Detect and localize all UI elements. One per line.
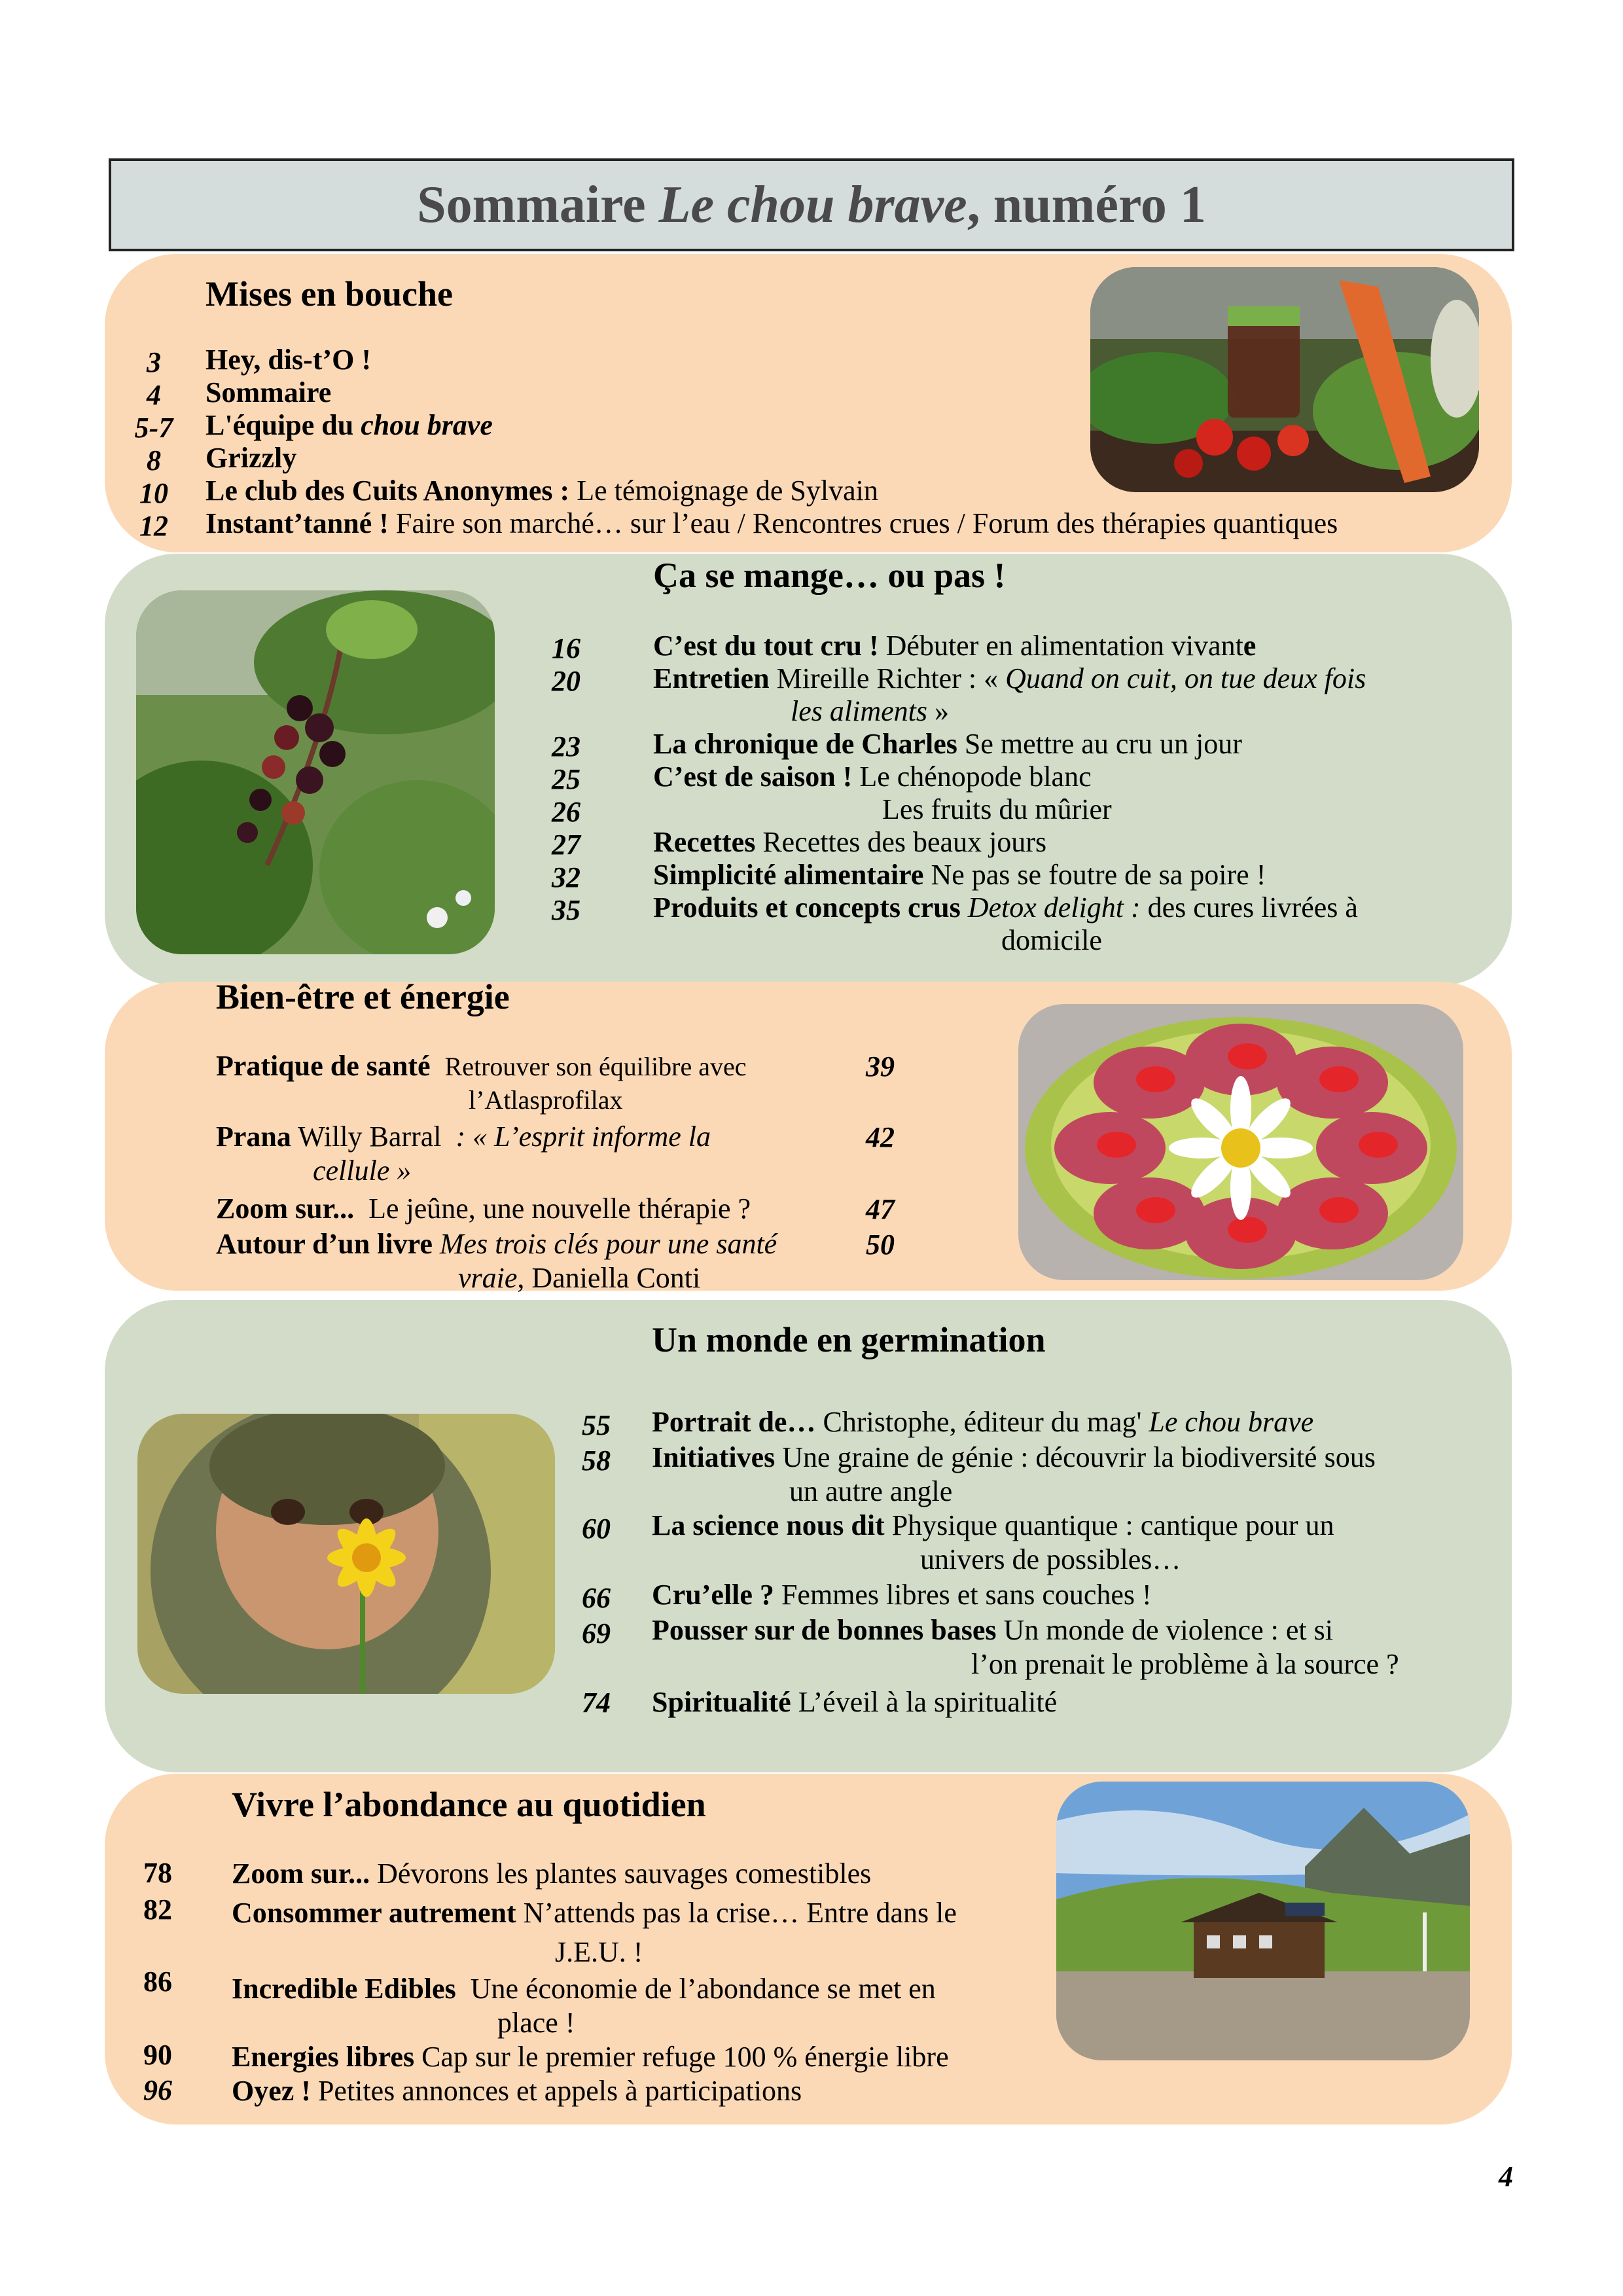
toc-entry-continuation: un autre angle xyxy=(789,1475,953,1507)
toc-entry[interactable]: Produits et concepts crus Detox delight : des cures livrées à xyxy=(653,891,1358,924)
page-number: 25 xyxy=(552,763,580,795)
toc-entry[interactable]: La science nous dit Physique quantique : cantique pour un xyxy=(652,1509,1334,1541)
page-number: 12 xyxy=(139,510,168,542)
toc-entry[interactable]: Prana Willy Barral : « L’esprit informe la xyxy=(216,1121,711,1153)
page-number: 47 xyxy=(866,1193,895,1225)
toc-entry[interactable]: Sommaire xyxy=(205,376,332,408)
toc-entry[interactable]: Consommer autrement N’attends pas la crise… Entre dans le xyxy=(232,1897,957,1929)
page-number: 4 xyxy=(147,379,161,411)
section-title: Un monde en germination xyxy=(652,1320,1046,1359)
page-number: 69 xyxy=(582,1617,611,1649)
toc-entry[interactable]: C’est de saison ! Le chénopode blanc xyxy=(653,761,1092,793)
page-number: 23 xyxy=(552,730,580,762)
page-number: 82 xyxy=(143,1893,172,1926)
section-title: Mises en bouche xyxy=(205,274,453,314)
toc-entry-continuation: l’Atlasprofilax xyxy=(469,1085,623,1115)
page-number: 20 xyxy=(552,665,580,697)
toc-entry[interactable]: Le club des Cuits Anonymes : Le témoignage de Sylvain xyxy=(205,475,878,507)
toc-entry-continuation: l’on prenait le problème à la source ? xyxy=(971,1648,1399,1680)
toc-entry[interactable]: La chronique de Charles Se mettre au cru un jour xyxy=(653,728,1242,760)
page-number: 74 xyxy=(582,1687,611,1719)
toc-entry[interactable]: Les fruits du mûrier xyxy=(882,793,1112,825)
section-title: Vivre l’abondance au quotidien xyxy=(232,1785,706,1824)
toc-entry-continuation: cellule » xyxy=(313,1155,412,1187)
toc-entry[interactable]: Instant’tanné ! Faire son marché… sur l’eau / Rencontres crues / Forum des thérapies quantiques xyxy=(205,507,1338,539)
toc-entry-continuation: les aliments » xyxy=(791,695,949,727)
toc-entry[interactable]: Entretien Mireille Richter : « Quand on cuit, on tue deux fois xyxy=(653,662,1366,694)
page-number: 3 xyxy=(147,346,161,378)
toc-entry[interactable]: Initiatives Une graine de génie : découvrir la biodiversité sous xyxy=(652,1441,1376,1473)
juice-vegetables-photo xyxy=(1090,267,1479,492)
page-number: 32 xyxy=(552,861,580,893)
toc-entry[interactable]: Energies libres Cap sur le premier refuge 100 % énergie libre xyxy=(232,2041,949,2073)
toc-entry-continuation: place ! xyxy=(497,2007,575,2039)
section-title: Ça se mange… ou pas ! xyxy=(653,556,1006,595)
page-number: 10 xyxy=(139,477,168,509)
mountain-refuge-photo xyxy=(1056,1782,1470,2060)
toc-entry[interactable]: Autour d’un livre Mes trois clés pour une santé xyxy=(216,1228,777,1260)
page-number: 39 xyxy=(866,1050,895,1083)
toc-entry-continuation: univers de possibles… xyxy=(920,1543,1181,1575)
toc-entry[interactable]: Incredible Edibles Une économie de l’abondance se met en xyxy=(232,1973,936,2005)
page-number: 16 xyxy=(552,632,580,664)
section-title: Bien-être et énergie xyxy=(216,977,510,1016)
toc-entry[interactable]: Portrait de… Christophe, éditeur du mag' Le chou brave xyxy=(652,1406,1314,1438)
toc-entry[interactable]: Pousser sur de bonnes bases Un monde de violence : et si xyxy=(652,1614,1333,1646)
toc-entry[interactable]: Hey, dis-t’O ! xyxy=(205,344,371,376)
page-number: 27 xyxy=(552,829,580,861)
toc-entry[interactable]: Zoom sur... Le jeûne, une nouvelle thérapie ? xyxy=(216,1193,751,1225)
title-magazine: Le chou brave xyxy=(658,175,967,234)
toc-entry[interactable]: Cru’elle ? Femmes libres et sans couches ! xyxy=(652,1579,1152,1611)
page-number: 66 xyxy=(582,1582,611,1614)
blackcurrant-photo xyxy=(136,590,495,954)
page-number: 42 xyxy=(866,1121,895,1153)
page-number: 8 xyxy=(147,444,161,476)
page-number: 58 xyxy=(582,1444,611,1477)
page-number: 35 xyxy=(552,894,580,926)
page-title xyxy=(109,158,1514,251)
toc-entry[interactable]: C’est du tout cru ! Débuter en alimentation vivante xyxy=(653,630,1257,662)
toc-entry[interactable]: Oyez ! Petites annonces et appels à participations xyxy=(232,2075,802,2107)
page-number-footer: 4 xyxy=(1499,2161,1513,2193)
page-number: 60 xyxy=(582,1513,611,1545)
page-number: 96 xyxy=(143,2074,172,2106)
page-number: 90 xyxy=(143,2039,172,2071)
page-number: 78 xyxy=(143,1857,172,1889)
page-number: 5-7 xyxy=(134,412,173,444)
title-suffix: , numéro 1 xyxy=(967,175,1206,234)
toc-entry-continuation: J.E.U. ! xyxy=(555,1936,643,1968)
toc-entry[interactable]: Spiritualité L’éveil à la spiritualité xyxy=(652,1686,1058,1718)
toc-entry[interactable]: Recettes Recettes des beaux jours xyxy=(653,826,1047,858)
toc-entry[interactable]: Pratique de santé Retrouver son équilibre avec xyxy=(216,1050,747,1082)
child-flower-photo xyxy=(137,1414,555,1694)
toc-entry[interactable]: Grizzly xyxy=(205,442,297,474)
toc-entry[interactable]: Zoom sur... Dévorons les plantes sauvages comestibles xyxy=(232,1857,872,1890)
page-number: 26 xyxy=(552,796,580,828)
page-number: 55 xyxy=(582,1409,611,1441)
toc-entry-continuation: vraie, Daniella Conti xyxy=(458,1262,701,1294)
raw-cake-flower-photo xyxy=(1018,1004,1463,1280)
page-number: 50 xyxy=(866,1229,895,1261)
toc-entry[interactable]: L'équipe du chou brave xyxy=(205,409,493,441)
page-number: 86 xyxy=(143,1965,172,1998)
title-prefix: Sommaire xyxy=(417,175,646,234)
toc-entry-continuation: domicile xyxy=(1001,924,1102,956)
toc-entry[interactable]: Simplicité alimentaire Ne pas se foutre de sa poire ! xyxy=(653,859,1266,891)
